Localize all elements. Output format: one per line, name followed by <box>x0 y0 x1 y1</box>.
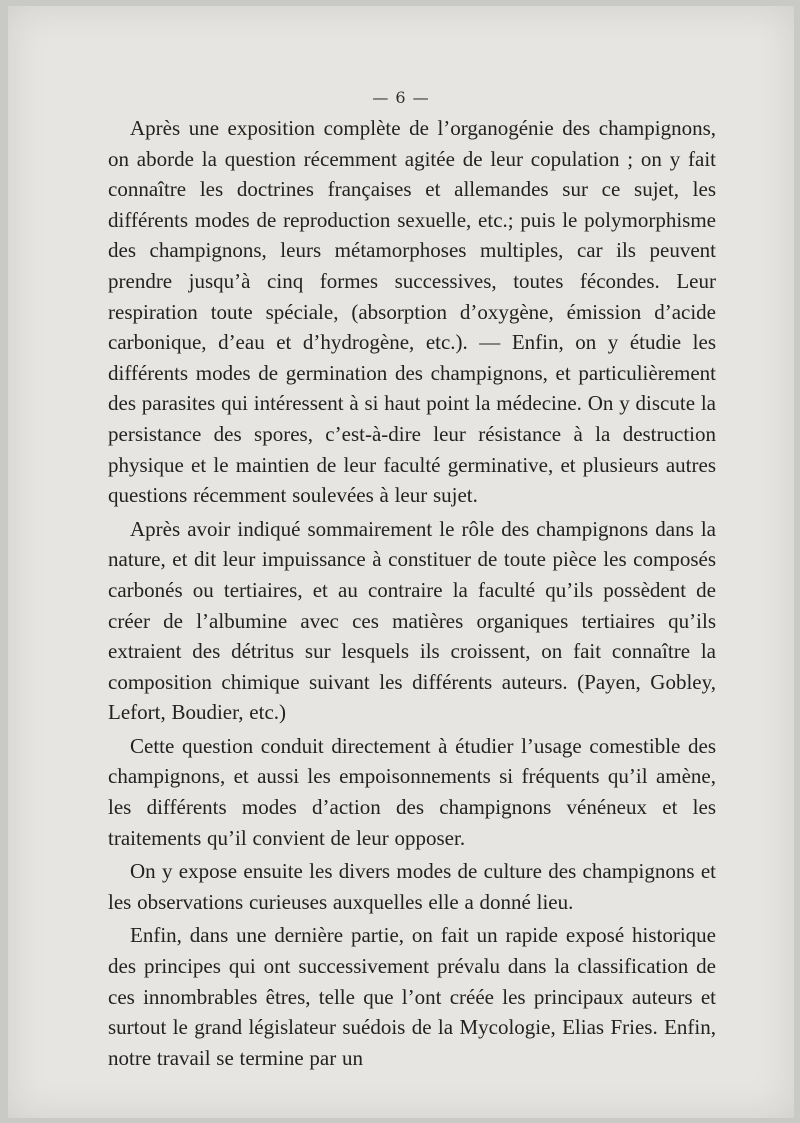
page-number: — 6 — <box>372 88 430 107</box>
body-text <box>108 113 716 1076</box>
paragraph-2: Après avoir indiqué sommairement le rôle des champignons dans la nature, et dit leur impuissance à constituer de toute pièce les composés carbonés ou tertiaires, et au contraire la faculté qu’ils possèdent de créer de l’albumine avec ces matières organiques tertiaires qu’ils extraient des détritus sur lesquels ils croissent, on fait connaître la composition chimique suivant les différents auteurs. (Payen, Gobley, Lefort, Boudier, etc.) <box>108 516 716 725</box>
paragraph-4: On y expose ensuite les divers modes de culture des champignons et les observations curieuses auxquelles elle a donné lieu. <box>108 859 716 914</box>
paragraph-5: Enfin, dans une dernière partie, on fait un rapide exposé historique des principes qui ont successivement prévalu dans la classification de ces innombrables êtres, telle que l’ont créée les principaux auteurs et surtout le grand législateur suédois de la Mycologie, Elias Fries. Enfin, notre travail se termine par un <box>108 923 716 1070</box>
book-page <box>8 6 794 1118</box>
paragraph-1: Après une exposition complète de l’organogénie des champignons, on aborde la question récemment agitée de leur copulation ; on y fait connaître les doctrines françaises et allemandes sur ce sujet, les différents modes de reproduction sexuelle, etc.; puis le polymorphisme des champignons, leurs métamorphoses multiples, car ils peuvent prendre jusqu’à cinq formes successives, toutes fécondes. Leur respiration toute spéciale, (absorption d’oxygène, émission d’acide carbonique, d’eau et d’hydrogène, etc.). — Enfin, on y étudie les différents modes de germination des champignons, et particulièrement des parasites qui intéressent à si haut point la médecine. On y discute la persistance des spores, c’est-à-dire leur résistance à la destruction physique et le maintien de leur faculté germinative, et plusieurs autres questions récemment soulevées à leur sujet. <box>108 116 716 508</box>
paragraph-3: Cette question conduit directement à étudier l’usage comestible des champignons, et aussi les empoisonnements si fréquents qu’il amène, les différents modes d’action des champignons vénéneux et les traitements qu’il convient de leur opposer. <box>108 733 716 850</box>
